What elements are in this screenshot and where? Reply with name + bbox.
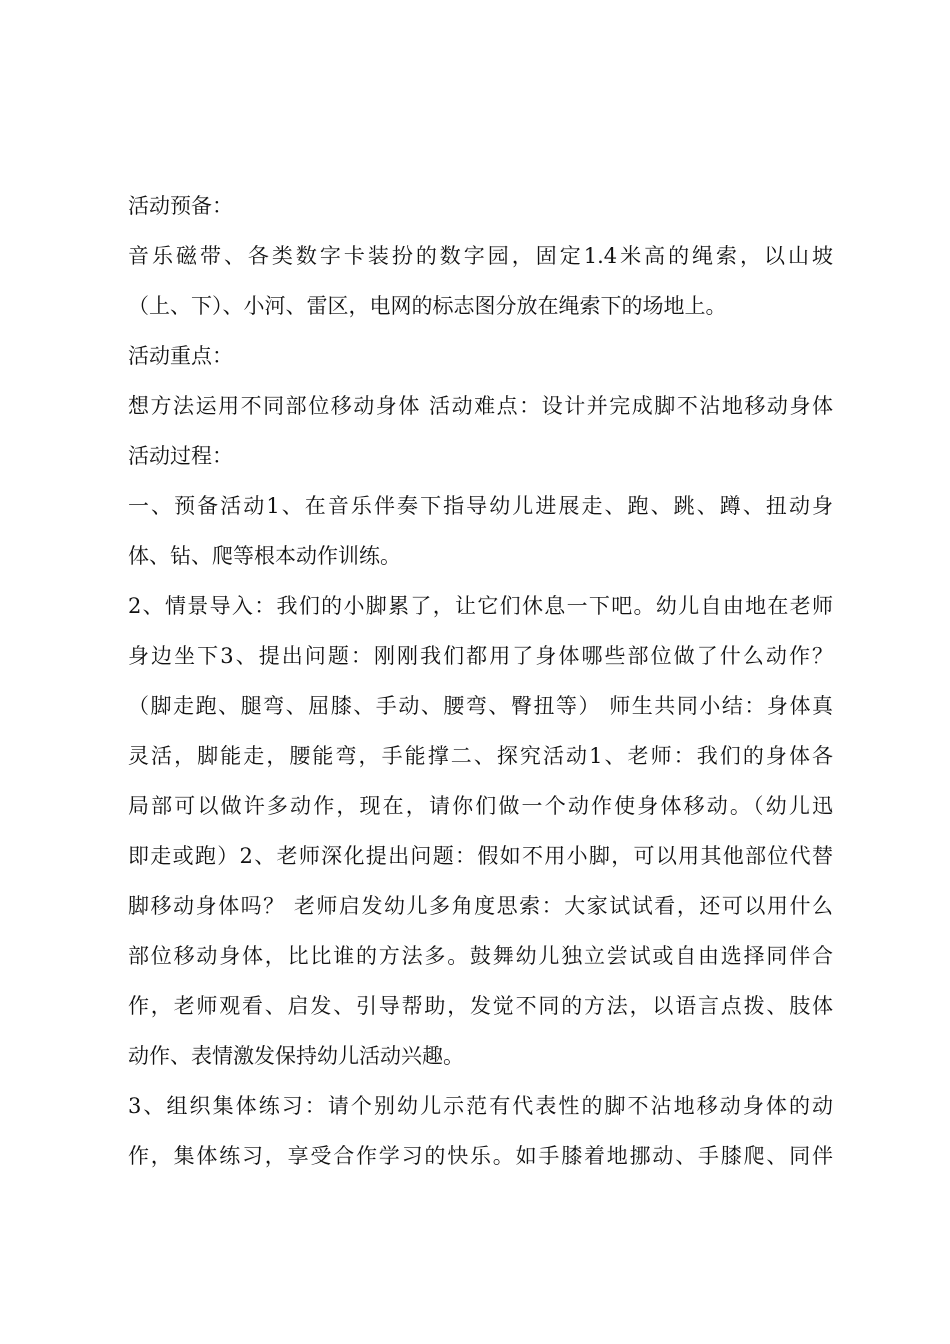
paragraph-line: 部位移动身体，比比谁的方法多。鼓舞幼儿独立尝试或自由选择同伴合 [128, 944, 833, 968]
paragraph-line: 灵活，脚能走，腰能弯，手能撑二、探究活动1、老师：我们的身体各 [128, 744, 833, 768]
paragraph-line: 身边坐下3、提出问题：刚刚我们都用了身体哪些部位做了什么动作？ [128, 644, 833, 668]
paragraph-line: 即走或跑）2、老师深化提出问题：假如不用小脚，可以用其他部位代替 [128, 844, 833, 868]
paragraph-line: 脚移动身体吗？ 老师启发幼儿多角度思索：大家试试看，还可以用什么 [128, 894, 833, 918]
paragraph-line: （脚走跑、腿弯、屈膝、手动、腰弯、臀扭等） 师生共同小结：身体真 [128, 694, 833, 718]
paragraph-line: 一、预备活动1、在音乐伴奏下指导幼儿进展走、跑、跳、蹲、扭动身 [128, 494, 833, 518]
paragraph-line: 动作、表情激发保持幼儿活动兴趣。 [128, 1044, 464, 1068]
paragraph-line: 音乐磁带、各类数字卡装扮的数字园，固定1.4米高的绳索，以山坡 [128, 244, 833, 268]
section-heading-key-points: 活动重点： [128, 344, 233, 368]
paragraph-line: 想方法运用不同部位移动身体 活动难点：设计并完成脚不沾地移动身体 [128, 394, 833, 418]
paragraph-line: 2、情景导入：我们的小脚累了，让它们休息一下吧。幼儿自由地在老师 [128, 594, 833, 618]
document-body [128, 188, 833, 1188]
paragraph-line: 作，老师观看、启发、引导帮助，发觉不同的方法，以语言点拨、肢体 [128, 994, 833, 1018]
section-heading-preparation: 活动预备： [128, 194, 233, 218]
paragraph-line: 3、组织集体练习：请个别幼儿示范有代表性的脚不沾地移动身体的动 [128, 1094, 833, 1118]
paragraph-line: 体、钻、爬等根本动作训练。 [128, 544, 401, 568]
paragraph-line: 作，集体练习，享受合作学习的快乐。如手膝着地挪动、手膝爬、同伴 [128, 1144, 833, 1168]
paragraph-line: （上、下）、小河、雷区，电网的标志图分放在绳索下的场地上。 [128, 294, 727, 318]
paragraph-line: 局部可以做许多动作，现在，请你们做一个动作使身体移动。（幼儿迅 [128, 794, 833, 818]
section-heading-process: 活动过程： [128, 444, 233, 468]
